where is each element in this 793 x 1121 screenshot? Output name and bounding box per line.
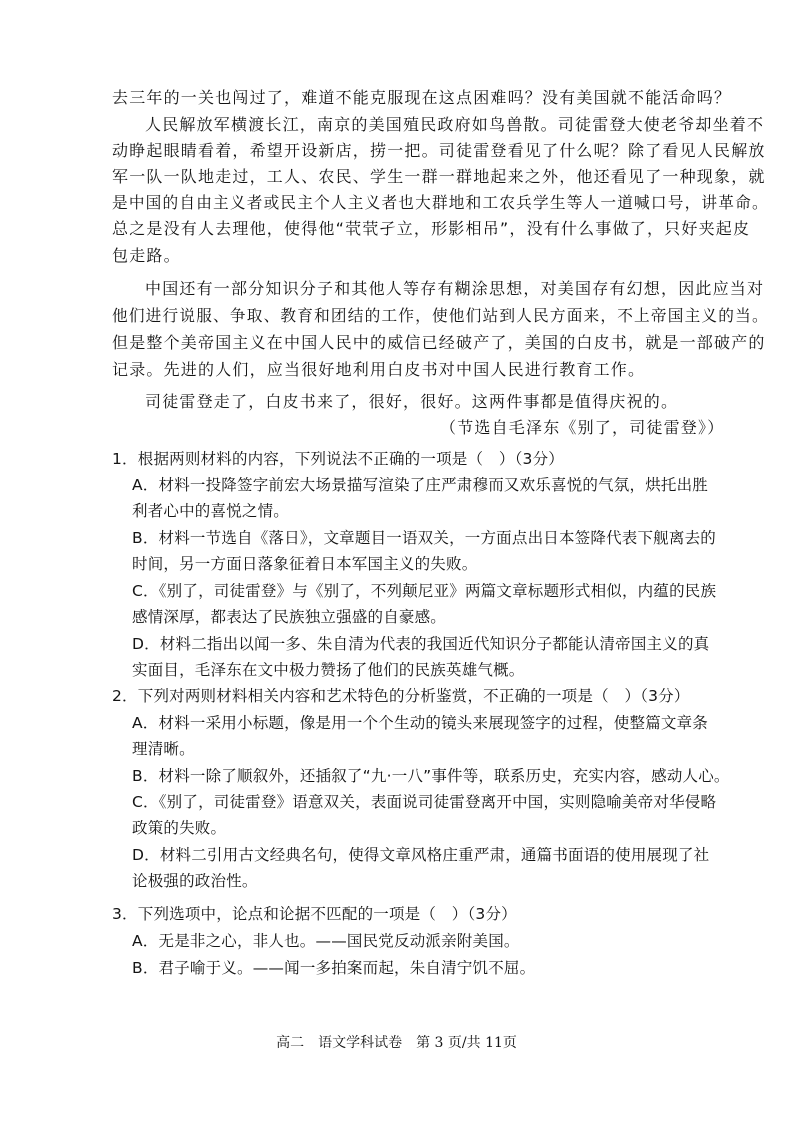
passage-line: 人民解放军横渡长江，南京的美国殖民政府如鸟兽散。司徒雷登大使老爷却坐着不 [145, 115, 765, 134]
question-2-option-a: A．材料一采用小标题，像是用一个个生动的镜头来展现签字的过程，使整篇文章条 [132, 714, 709, 732]
passage-line: 包走路。 [112, 246, 181, 265]
question-1-option-b-cont: 时间，另一方面日落象征着日本军国主义的失败。 [132, 555, 478, 573]
question-3-option-a: A．无是非之心，非人也。——国民党反动派亲附美国。 [132, 932, 520, 950]
page-footer: 高二 语文学科试卷 第 3 页/共 11页 [276, 1035, 517, 1051]
passage-line: 军一队一队地走过，工人、农民、学生一群一群地起来之外，他还看见了一种现象，就 [112, 167, 766, 186]
question-2-option-d-cont: 论极强的政治性。 [132, 872, 258, 890]
passage-line: 去三年的一关也闯过了，难道不能克服现在这点困难吗？没有美国就不能活命吗？ [112, 88, 732, 107]
question-1-option-c-cont: 感情深厚，都表达了民族独立强盛的自豪感。 [132, 608, 447, 626]
question-2-stem: 2．下列对两则材料相关内容和艺术特色的分析鉴赏，不正确的一项是（ ）（3分） [112, 687, 690, 705]
question-2-option-c-cont: 政策的失败。 [132, 819, 227, 837]
passage-line: 他们进行说服、争取、教育和团结的工作，使他们站到人民方面来，不上帝国主义的当。 [112, 306, 769, 325]
passage-line: 但是整个美帝国主义在中国人民中的威信已经破产了，美国的白皮书，就是一部破产的 [112, 333, 766, 352]
passage-source: （节选自毛泽东《别了，司徒雷登》） [440, 418, 725, 437]
question-2-option-c: C．《别了，司徒雷登》语意双关，表面说司徒雷登离开中国，实则隐喻美帝对华侵略 [132, 793, 717, 811]
passage-line: 是中国的自由主义者或民主个人主义者也大群地和工农兵学生等人一道喊口号，讲革命。 [112, 193, 769, 212]
question-3-stem: 3．下列选项中，论点和论据不匹配的一项是（ ）（3分） [112, 905, 517, 923]
passage-line: 记录。先进的人们，应当很好地利用白皮书对中国人民进行教育工作。 [112, 360, 646, 379]
passage-line: 司徒雷登走了，白皮书来了，很好，很好。这两件事都是值得庆祝的。 [145, 392, 679, 411]
question-2-option-d: D．材料二引用古文经典名句，使得文章风格庄重严肃，通篇书面语的使用展现了社 [132, 846, 710, 864]
question-1-option-d: D．材料二指出以闻一多、朱自清为代表的我国近代知识分子都能认清帝国主义的真 [132, 635, 710, 653]
question-1-option-d-cont: 实面目，毛泽东在文中极力赞扬了他们的民族英雄气概。 [132, 661, 525, 679]
passage-line: 总之是没有人去理他，使得他“茕茕孑立，形影相吊”，没有什么事做了，只好夹起皮 [112, 219, 751, 238]
question-1-option-a: A．材料一投降签字前宏大场景描写渲染了庄严肃穆而又欢乐喜悦的气氛，烘托出胜 [132, 476, 709, 494]
question-1-stem: 1．根据两则材料的内容，下列说法不正确的一项是（ ）（3分） [112, 450, 564, 468]
question-1-option-c: C．《别了，司徒雷登》与《别了，不列颠尼亚》两篇文章标题形式相似，内蕴的民族 [132, 582, 717, 600]
question-3-option-b: B．君子喻于义。——闻一多拍案而起，朱自清宁饥不屈。 [132, 959, 536, 977]
question-2-option-b: B．材料一除了顺叙外，还插叙了“九·一八”事件等，联系历史，充实内容，感动人心。 [132, 767, 730, 785]
passage-line: 中国还有一部分知识分子和其他人等存有糊涂思想，对美国存有幻想，因此应当对 [145, 279, 765, 298]
question-1-option-a-cont: 利者心中的喜悦之情。 [132, 502, 290, 520]
question-1-option-b: B．材料一节选自《落日》，文章题目一语双关，一方面点出日本签降代表下舰离去的 [132, 529, 716, 547]
passage-line: 动睁起眼睛看着，希望开设新店，捞一把。司徒雷登看见了什么呢？除了看见人民解放 [112, 141, 766, 160]
question-2-option-a-cont: 理清晰。 [132, 740, 195, 758]
